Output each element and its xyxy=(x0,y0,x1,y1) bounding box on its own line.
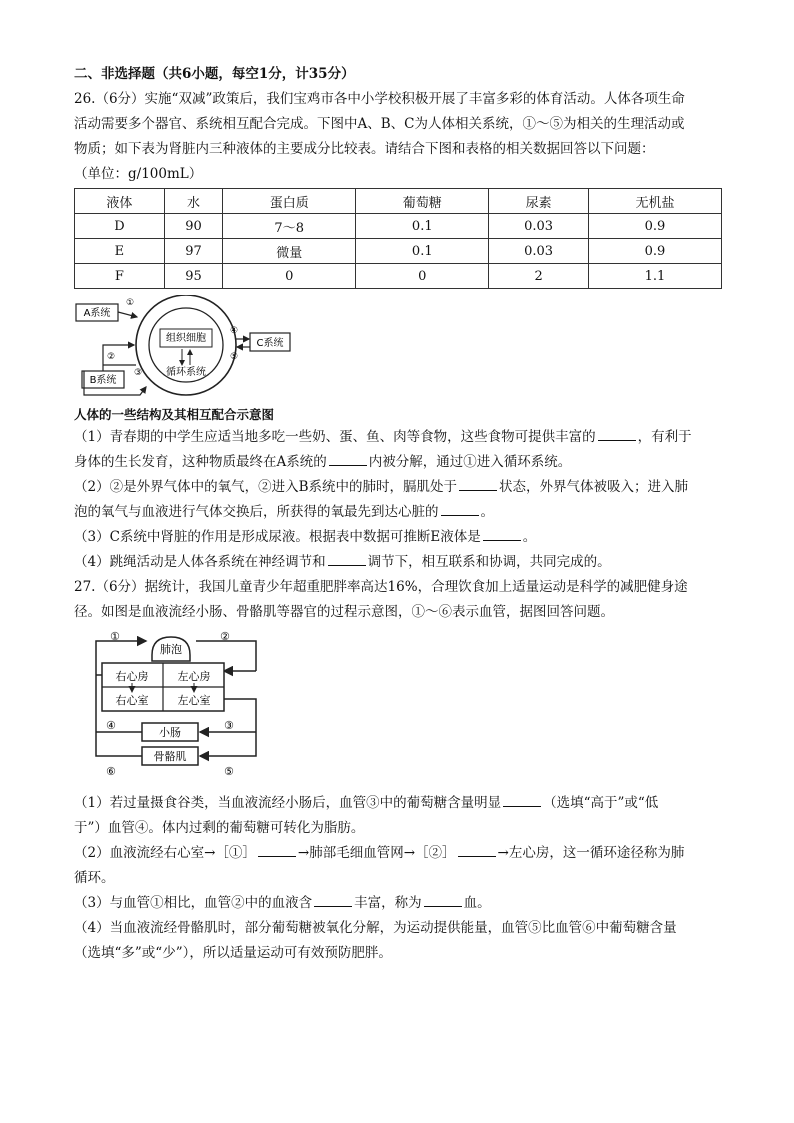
q26-sub-4 xyxy=(74,550,724,575)
table-header-cell: 尿素 xyxy=(489,189,589,214)
q27-sub-1-text: （选填“高于”或“低 xyxy=(543,795,659,811)
table-cell: 0.03 xyxy=(489,239,589,264)
q26-sub-2-cont xyxy=(74,500,724,525)
answer-blank[interactable] xyxy=(329,451,367,466)
answer-blank[interactable] xyxy=(598,426,636,441)
skeletal-muscle-label: 骨骼肌 xyxy=(153,750,187,763)
q26-intro-line-2: 活动需要多个器官、系统相互配合完成。下图中A、B、C为人体相关系统，①～⑤为相关的生理活动或 xyxy=(74,116,685,132)
figure-caption: 人体的一些结构及其相互配合示意图 xyxy=(74,407,275,422)
table-cell: E xyxy=(75,239,165,264)
exam-page xyxy=(74,62,724,966)
vessel-3-label: ③ xyxy=(224,719,234,732)
vessel-1-label: ① xyxy=(110,631,120,643)
right-atrium-label: 右心房 xyxy=(115,670,149,683)
b-system-label: B系统 xyxy=(89,375,117,386)
answer-blank[interactable] xyxy=(503,792,541,807)
table-cell: 0.9 xyxy=(588,239,721,264)
vessel-6-label: ⑥ xyxy=(106,765,116,778)
a-system-label: A系统 xyxy=(83,308,111,319)
table-cell: 0.9 xyxy=(588,214,721,239)
table-cell: 90 xyxy=(164,214,222,239)
q26-sub-3-text: 。 xyxy=(522,529,537,545)
vessel-4-label: ④ xyxy=(106,719,116,732)
q26-intro-line-3: 物质；如下表为肾脏内三种液体的主要成分比较表。请结合下图和表格的相关数据回答以下问题： xyxy=(74,141,655,157)
q27-sub-1-cont: 于”）血管④。体内过剩的葡萄糖可转化为脂肪。 xyxy=(74,820,365,836)
blood-circulation-diagram xyxy=(74,631,274,791)
marker-1: ① xyxy=(126,298,135,308)
table-row xyxy=(75,264,722,289)
answer-blank[interactable] xyxy=(441,501,479,516)
table-cell: 微量 xyxy=(223,239,356,264)
table-row xyxy=(75,239,722,264)
q26-sub-3 xyxy=(74,525,724,550)
q27-sub-2 xyxy=(74,841,724,866)
answer-blank[interactable] xyxy=(483,526,521,541)
q26-sub-2-text: 状态，外界气体被吸入；进入肺 xyxy=(499,479,689,495)
q26-sub-2 xyxy=(74,475,724,500)
q26-sub-1-cont xyxy=(74,450,724,475)
table-cell: 0.1 xyxy=(356,214,489,239)
q27-sub-2-cont: 循环。 xyxy=(74,870,115,886)
table-cell: 2 xyxy=(489,264,589,289)
table-cell: D xyxy=(75,214,165,239)
tissue-cell-label: 组织细胞 xyxy=(166,333,206,344)
table-header-cell: 水 xyxy=(164,189,222,214)
right-ventricle-label: 右心室 xyxy=(115,694,149,707)
table-cell: 0 xyxy=(223,264,356,289)
left-ventricle-label: 左心室 xyxy=(177,694,211,707)
table-cell: 0.03 xyxy=(489,214,589,239)
q27-sub-3-text: 丰富，称为 xyxy=(354,895,422,911)
table-header-cell: 葡萄糖 xyxy=(356,189,489,214)
answer-blank[interactable] xyxy=(314,892,352,907)
marker-5: ⑤ xyxy=(230,352,239,362)
left-atrium-label: 左心房 xyxy=(177,670,211,683)
vessel-5-label: ⑤ xyxy=(224,765,234,778)
answer-blank[interactable] xyxy=(424,892,462,907)
table-cell: 7～8 xyxy=(223,214,356,239)
body-systems-diagram xyxy=(74,295,314,405)
q26-intro-line-1: 26.（6分）实施“双减”政策后，我们宝鸡市各中小学校积极开展了丰富多彩的体育活动。人体各项生命 xyxy=(74,91,685,107)
table-row xyxy=(75,214,722,239)
table-header-cell: 无机盐 xyxy=(588,189,721,214)
q27-sub-2-text: →左心房，这一循环途径称为肺 xyxy=(497,845,685,861)
q27-sub-1 xyxy=(74,791,724,816)
q26-sub-4-text: 调节下，相互联系和协调，共同完成的。 xyxy=(367,554,611,570)
q27-sub-1-text: （1）若过量摄食谷类，当血液流经小肠后，血管③中的葡萄糖含量明显 xyxy=(74,795,502,811)
marker-4: ④ xyxy=(230,326,239,336)
circulation-label: 循环系统 xyxy=(166,367,206,378)
table-cell: 1.1 xyxy=(588,264,721,289)
q26-sub-4-text: （4）跳绳活动是人体各系统在神经调节和 xyxy=(74,554,326,570)
q26-sub-1 xyxy=(74,425,724,450)
vessel-2-label: ② xyxy=(220,631,230,643)
q27-intro-line-2: 径。如图是血液流经小肠、骨骼肌等器官的过程示意图，①～⑥表示血管，据图回答问题。 xyxy=(74,604,614,620)
q27-sub-3-text: （3）与血管①相比，血管②中的血液含 xyxy=(74,895,313,911)
small-intestine-label: 小肠 xyxy=(159,726,181,739)
q27-sub-4-cont: （选填“多”或“少”），所以适量运动可有效预防肥胖。 xyxy=(74,945,392,961)
q27-sub-2-text: →肺部毛细血管网→［②］ xyxy=(297,845,456,861)
marker-2: ② xyxy=(107,352,116,362)
table-cell: 0 xyxy=(356,264,489,289)
alveoli-label: 肺泡 xyxy=(160,643,182,656)
table-header-row xyxy=(75,189,722,214)
kidney-fluid-table xyxy=(74,188,722,289)
q26-sub-1-text: 内被分解，通过①进入循环系统。 xyxy=(368,454,572,470)
table-cell: 97 xyxy=(164,239,222,264)
q27-sub-3-text: 血。 xyxy=(463,895,491,911)
q27-sub-4: （4）当血液流经骨骼肌时，部分葡萄糖被氧化分解，为运动提供能量，血管⑤比血管⑥中葡萄糖含量 xyxy=(74,920,677,936)
answer-blank[interactable] xyxy=(328,551,366,566)
table-cell: 95 xyxy=(164,264,222,289)
q26-sub-2-text: 。 xyxy=(480,504,494,520)
answer-blank[interactable] xyxy=(459,476,497,491)
q26-sub-1-text: （1）青春期的中学生应适当地多吃一些奶、蛋、鱼、肉等食物，这些食物可提供丰富的 xyxy=(74,429,596,445)
table-cell: 0.1 xyxy=(356,239,489,264)
q27-sub-3 xyxy=(74,891,724,916)
q26-sub-1-text: ，有利于 xyxy=(637,429,692,445)
q26-sub-3-text: （3）C系统中肾脏的作用是形成尿液。根据表中数据可推断E液体是 xyxy=(74,529,481,545)
q27-sub-2-text: （2）血液流经右心室→［①］ xyxy=(74,845,256,861)
answer-blank[interactable] xyxy=(258,842,296,857)
table-cell: F xyxy=(75,264,165,289)
table-header-cell: 液体 xyxy=(75,189,165,214)
marker-3: ③ xyxy=(134,368,143,378)
answer-blank[interactable] xyxy=(458,842,496,857)
q26-sub-2-text: 泡的氧气与血液进行气体交换后，所获得的氧最先到达心脏的 xyxy=(74,504,439,520)
table-header-cell: 蛋白质 xyxy=(223,189,356,214)
c-system-label: C系统 xyxy=(256,338,284,349)
q26-sub-2-text: （2）②是外界气体中的氧气，②进入B系统中的肺时，膈肌处于 xyxy=(74,479,458,495)
q26-sub-1-text: 身体的生长发育，这种物质最终在A系统的 xyxy=(74,454,327,470)
q26-table-unit: （单位：g/100mL） xyxy=(74,166,203,182)
q27-intro-line-1: 27.（6分）据统计，我国儿童青少年超重肥胖率高达16%，合理饮食加上适量运动是科学的减肥健身途 xyxy=(74,579,688,595)
section-title: 二、非选择题（共6小题，每空1分，计35分） xyxy=(74,66,355,82)
